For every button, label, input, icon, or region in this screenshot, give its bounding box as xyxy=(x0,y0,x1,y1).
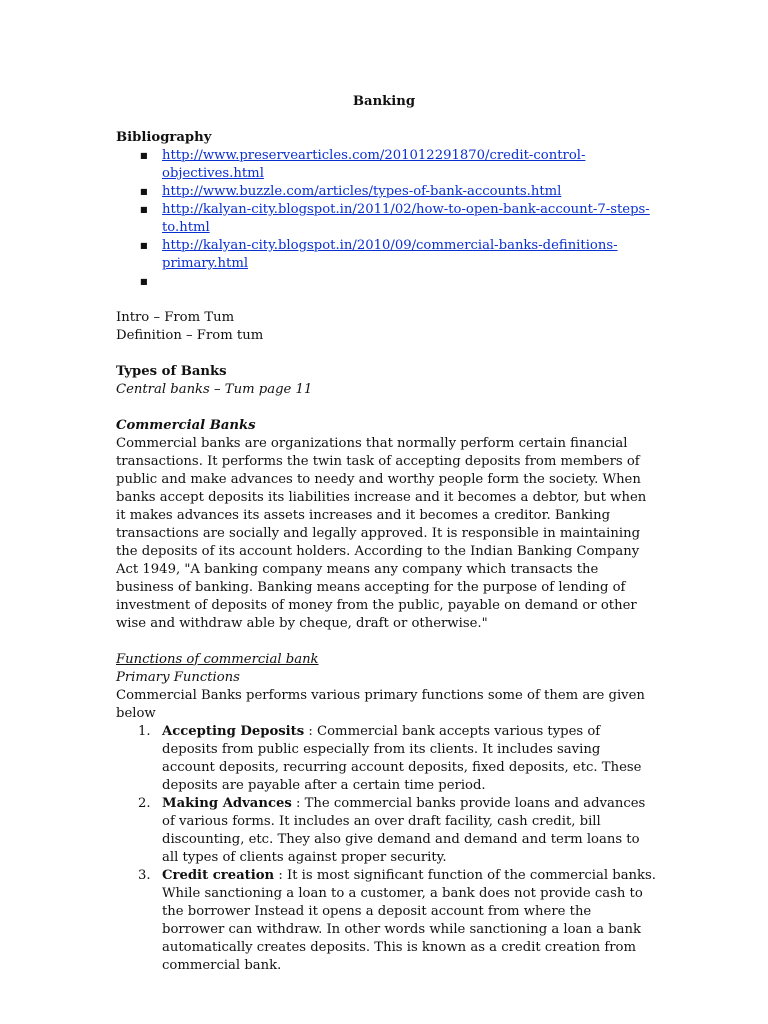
bullet-icon: ■ xyxy=(140,241,148,250)
function-item xyxy=(116,867,656,975)
primary-functions-subheading: Primary Functions xyxy=(116,670,240,685)
bibliography-item xyxy=(116,201,656,237)
document-content xyxy=(116,93,656,975)
function-term: Making Advances xyxy=(162,796,292,811)
functions-heading: Functions of commercial bank xyxy=(116,652,319,667)
bibliography-link[interactable]: http://kalyan-city.blogspot.in/2010/09/commercial-banks-definitions-primary.html xyxy=(162,238,618,271)
function-item xyxy=(116,723,656,795)
function-term: Credit creation xyxy=(162,868,275,883)
function-text: : The commercial banks provide loans and advances of various forms. It includes an over draft facility, cash credit, bill discounting, etc. They also give demand and demand and term loans to all types of clients against proper security. xyxy=(162,796,646,865)
bibliography-list xyxy=(116,147,656,291)
function-text: : It is most significant function of the commercial banks. While sanctioning a loan to a customer, a bank does not provide cash to the borrower Instead it opens a deposit account from where the borrower can withdraw. In other words while sanctioning a loan a bank automatically creates deposits. This is known as a credit creation from commercial bank. xyxy=(162,868,656,973)
central-banks-note: Central banks – Tum page 11 xyxy=(116,382,313,397)
bibliography-link[interactable]: http://kalyan-city.blogspot.in/2011/02/how-to-open-bank-account-7-steps-to.html xyxy=(162,202,650,235)
function-number: 2. xyxy=(138,796,151,811)
bibliography-item xyxy=(116,147,656,183)
definition-note: Definition – From tum xyxy=(116,328,264,343)
function-number: 1. xyxy=(138,724,151,739)
function-item xyxy=(116,795,656,867)
page-title: Banking xyxy=(352,94,416,109)
bullet-icon: ■ xyxy=(140,151,148,160)
types-heading: Types of Banks xyxy=(116,364,227,379)
functions-intro: Commercial Banks performs various primary functions some of them are given below xyxy=(116,688,645,721)
functions-list xyxy=(116,723,656,975)
function-term: Accepting Deposits xyxy=(162,724,305,739)
bullet-icon: ■ xyxy=(140,187,148,196)
bibliography-item xyxy=(116,237,656,273)
intro-note: Intro – From Tum xyxy=(116,310,235,325)
bibliography-link[interactable]: http://www.buzzle.com/articles/types-of-bank-accounts.html xyxy=(162,184,562,199)
function-number: 3. xyxy=(138,868,151,883)
commercial-banks-paragraph: Commercial banks are organizations that normally perform certain financial transactions. It performs the twin task of accepting deposits from members of public and make advances to needy and worthy people form the society. When banks accept deposits its liabilities increase and it becomes a debtor, but when it makes advances its assets increases and it becomes a creditor. Banking transactions are socially and legally approved. It is responsible in maintaining the deposits of its account holders. According to the Indian Banking Company Act 1949, "A banking company means any company which transacts the business of banking. Banking means accepting for the purpose of lending of investment of deposits of money from the public, payable on demand or other wise and withdraw able by cheque, draft or otherwise." xyxy=(116,436,647,631)
bibliography-link[interactable]: http://www.preservearticles.com/201012291870/credit-control-objectives.html xyxy=(162,148,586,181)
bibliography-item-empty xyxy=(116,273,656,291)
bullet-icon: ■ xyxy=(140,277,148,286)
bibliography-heading: Bibliography xyxy=(116,130,212,145)
bibliography-item xyxy=(116,183,656,201)
function-text: : Commercial bank accepts various types of deposits from public especially from its clients. It includes saving account deposits, recurring account deposits, fixed deposits, etc. These deposits are payable after a certain time period. xyxy=(162,724,642,793)
bullet-icon: ■ xyxy=(140,205,148,214)
commercial-banks-heading: Commercial Banks xyxy=(116,418,256,433)
